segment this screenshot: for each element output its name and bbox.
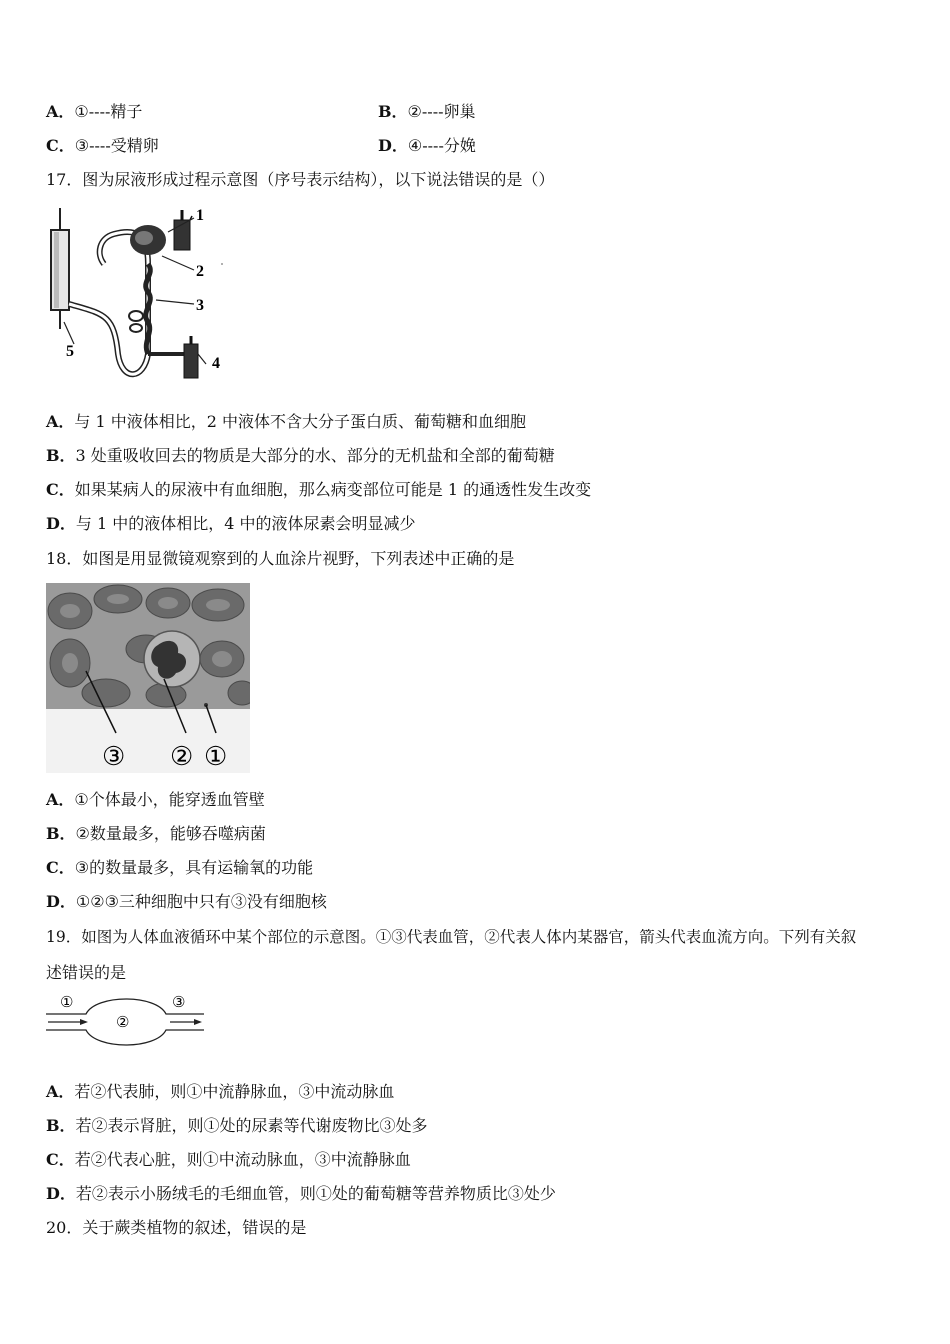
option-letter: D． (46, 514, 76, 533)
option-letter: A． (46, 1082, 75, 1101)
q16-option-b (378, 101, 476, 123)
circulation-figure (44, 990, 208, 1052)
label-2: ② (170, 742, 194, 772)
label-3: ③ (102, 742, 126, 772)
option-text: ①----精子 (74, 102, 143, 121)
option-letter: A． (46, 412, 75, 431)
q19-option-b (46, 1115, 428, 1137)
option-text: 若②表示肾脏，则①处的尿素等代谢废物比③处多 (75, 1116, 428, 1135)
blood-smear-image (46, 583, 250, 773)
q17-stem: 17．图为尿液形成过程示意图（序号表示结构），以下说法错误的是（） (46, 170, 555, 189)
option-text: ②数量最多，能够吞噬病菌 (75, 824, 266, 843)
option-letter: B． (378, 102, 408, 121)
label-2: ② (116, 1013, 130, 1031)
option-letter: A． (46, 790, 75, 809)
q19-option-c (46, 1149, 411, 1171)
label-5: 5 (66, 343, 74, 360)
q17-option-d (46, 513, 416, 535)
label-1: ① (204, 742, 228, 772)
option-text: ③的数量最多，具有运输氧的功能 (74, 858, 314, 877)
option-text: 3 处重吸收回去的物质是大部分的水、部分的无机盐和全部的葡萄糖 (75, 446, 555, 465)
q18-option-c (46, 857, 313, 879)
q17-option-a (46, 411, 526, 433)
q19-option-a (46, 1081, 394, 1103)
q17-option-c (46, 479, 591, 501)
q18-stem: 18．如图是用显微镜观察到的人血涂片视野，下列表述中正确的是 (46, 549, 515, 568)
q18-option-d (46, 891, 327, 913)
option-text: 若②代表心脏，则①中流动脉血，③中流静脉血 (74, 1150, 411, 1169)
option-text: 如果某病人的尿液中有血细胞，那么病变部位可能是 1 的通透性发生改变 (74, 480, 592, 499)
q16-option-d (378, 135, 476, 157)
option-letter: C． (46, 480, 75, 499)
blood-smear-figure (46, 583, 250, 773)
q18-option-b (46, 823, 266, 845)
option-text: 与 1 中的液体相比，4 中的液体尿素会明显减少 (75, 514, 416, 533)
label-1: 1 (196, 207, 204, 224)
option-text: ①②③三种细胞中只有③没有细胞核 (75, 892, 327, 911)
nephron-diagram (44, 204, 234, 386)
option-letter: D． (46, 1184, 76, 1203)
option-letter: C． (46, 136, 75, 155)
option-text: ④----分娩 (407, 136, 476, 155)
q19-stem-line1: 19．如图为人体血液循环中某个部位的示意图。①③代表血管，②代表人体内某器官，箭头代表血流方向。下列有关叙 (46, 928, 857, 946)
option-text: 与 1 中液体相比，2 中液体不含大分子蛋白质、葡萄糖和血细胞 (74, 412, 527, 431)
label-1: ① (60, 993, 74, 1011)
option-letter: D． (46, 892, 76, 911)
option-letter: B． (46, 824, 76, 843)
label-3: 3 (196, 297, 204, 314)
q18-option-a (46, 789, 265, 811)
label-3: ③ (172, 993, 186, 1011)
option-text: ②----卵巢 (407, 102, 476, 121)
option-text: 若②表示小肠绒毛的毛细血管，则①处的葡萄糖等营养物质比③处少 (75, 1184, 556, 1203)
q20-stem: 20．关于蕨类植物的叙述，错误的是 (46, 1218, 307, 1237)
q19-option-d (46, 1183, 556, 1205)
label-2: 2 (196, 263, 204, 280)
option-text: ③----受精卵 (74, 136, 159, 155)
option-letter: C． (46, 1150, 75, 1169)
kidney-nephron-figure (44, 204, 234, 386)
option-text: 若②代表肺，则①中流静脉血，③中流动脉血 (74, 1082, 395, 1101)
option-letter: C． (46, 858, 75, 877)
q16-option-a (46, 101, 142, 123)
option-letter: B． (46, 1116, 76, 1135)
q19-stem-line2: 述错误的是 (46, 963, 127, 982)
circulation-diagram (44, 990, 208, 1052)
q16-option-c (46, 135, 159, 157)
option-text: ①个体最小，能穿透血管壁 (74, 790, 265, 809)
q17-option-b (46, 445, 555, 467)
option-letter: D． (378, 136, 408, 155)
option-letter: B． (46, 446, 76, 465)
label-4: 4 (212, 355, 220, 372)
option-letter: A． (46, 102, 75, 121)
